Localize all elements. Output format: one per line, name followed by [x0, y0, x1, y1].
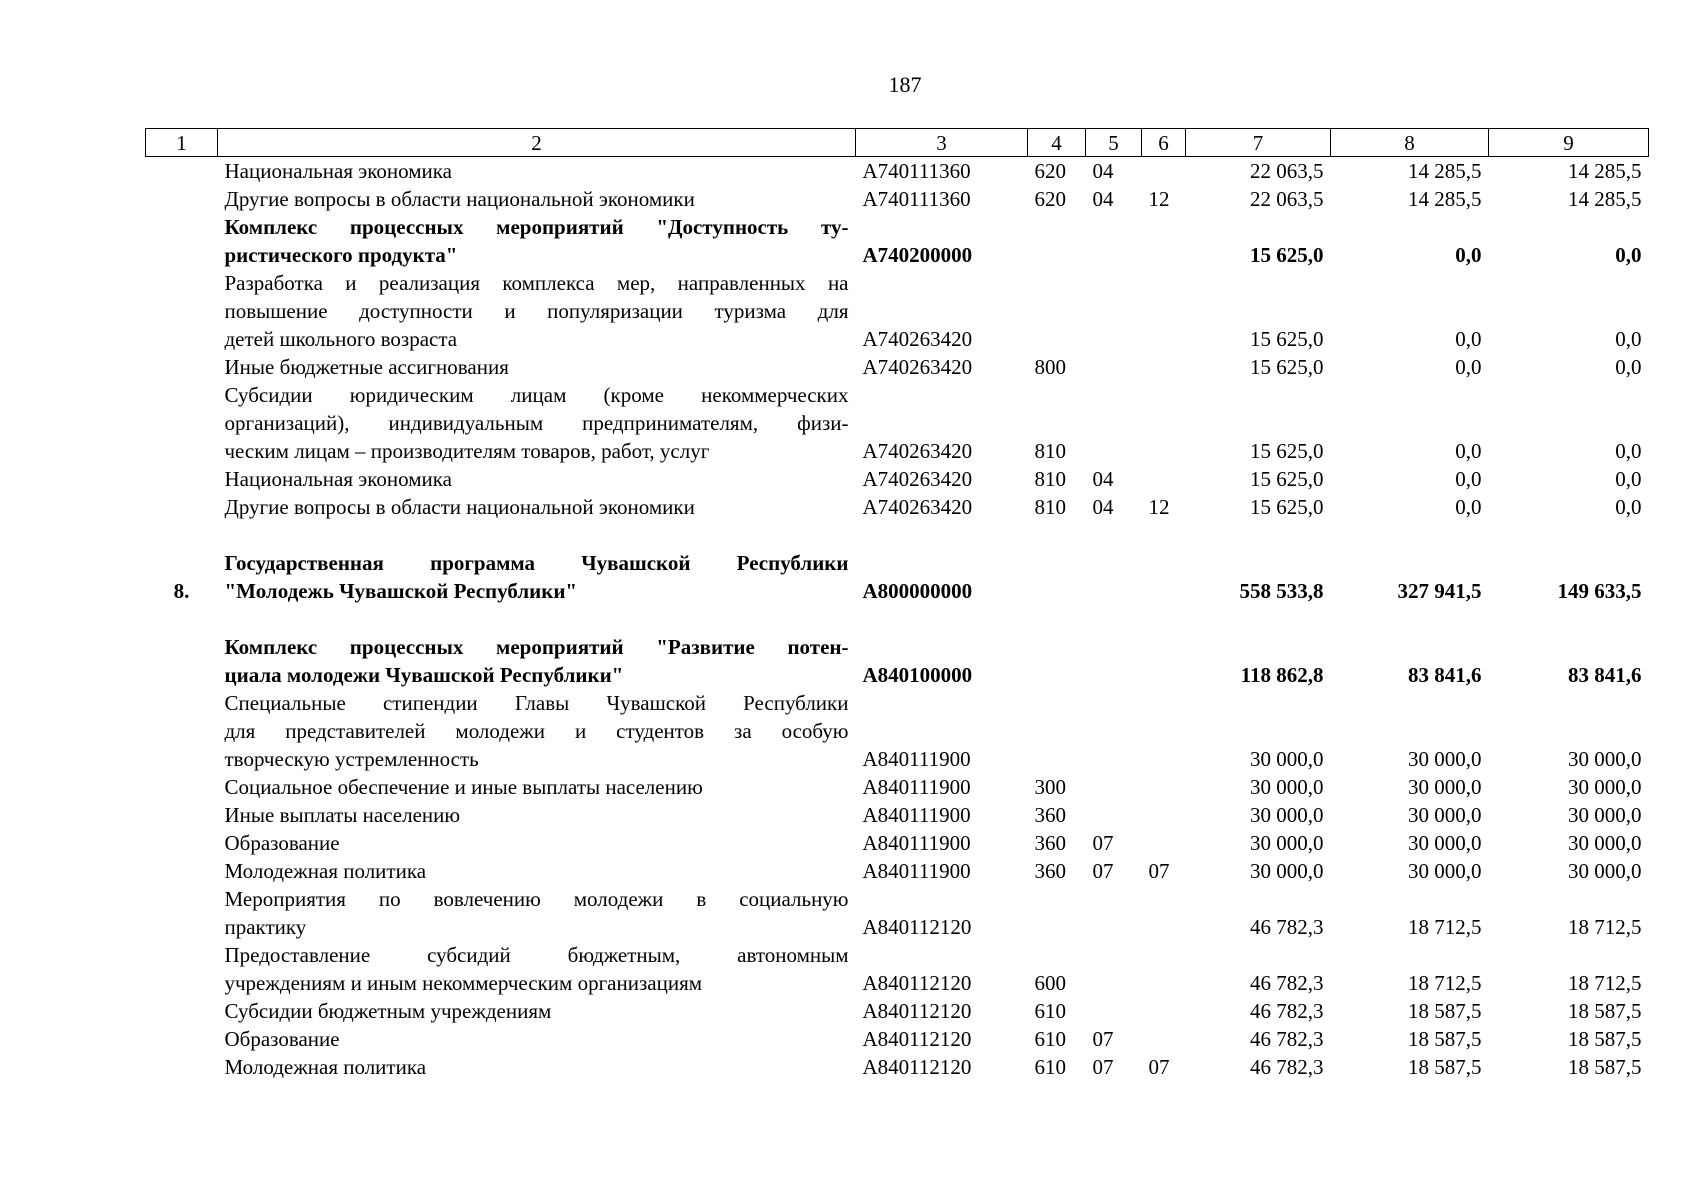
column-header: 4 — [1028, 129, 1086, 157]
amount-year-3: 18 587,5 — [1568, 999, 1642, 1023]
row-number — [146, 1025, 218, 1053]
description-line: Национальная экономика — [224, 467, 452, 491]
classification-code: А740263420 — [862, 327, 973, 351]
subsection-code: 12 — [1148, 187, 1170, 211]
expense-type-code: 360 — [1034, 831, 1066, 855]
description-line: для представителей молодежи и студентов за особую — [224, 719, 849, 743]
amount-year-1: 30 000,0 — [1250, 831, 1324, 855]
expense-type-code: 610 — [1034, 1055, 1066, 1079]
amount-year-3: 0,0 — [1615, 243, 1642, 267]
expense-type-code — [1028, 213, 1086, 269]
row-number — [146, 633, 218, 689]
amount-year-3: 0,0 — [1615, 327, 1642, 351]
row-number — [146, 997, 218, 1025]
row-description — [218, 465, 856, 493]
amount-year-1: 46 782,3 — [1250, 999, 1324, 1023]
row-number — [146, 689, 218, 773]
section-code — [1086, 997, 1142, 1025]
description-line: учреждениям и иным некоммерческим организациям — [224, 971, 703, 995]
amount-year-1: 558 533,8 — [1239, 579, 1324, 603]
amount-year-3: 83 841,6 — [1568, 663, 1642, 687]
description-line: Иные бюджетные ассигнования — [224, 355, 509, 379]
amount-year-2: 83 841,6 — [1408, 663, 1482, 687]
classification-code: А840111900 — [862, 775, 971, 799]
description-line: Иные выплаты населению — [224, 803, 461, 827]
amount-year-2: 30 000,0 — [1408, 803, 1482, 827]
classification-code: А840112120 — [862, 915, 972, 939]
subsection-code — [1142, 801, 1186, 829]
classification-code: А740263420 — [862, 495, 973, 519]
expense-type-code: 360 — [1034, 803, 1066, 827]
section-code — [1086, 633, 1142, 689]
amount-year-2: 18 712,5 — [1408, 915, 1482, 939]
row-description — [218, 213, 856, 269]
description-line: Государственная программа Чувашской Республики — [224, 551, 849, 575]
amount-year-3: 149 633,5 — [1557, 579, 1642, 603]
description-line: Субсидии бюджетным учреждениям — [224, 999, 552, 1023]
amount-year-2: 18 712,5 — [1408, 971, 1482, 995]
row-number: 8. — [173, 579, 190, 603]
subsection-code — [1142, 997, 1186, 1025]
row-description — [218, 493, 856, 521]
subsection-code — [1142, 465, 1186, 493]
section-code: 07 — [1092, 859, 1114, 883]
amount-year-3: 30 000,0 — [1568, 859, 1642, 883]
row-number — [146, 773, 218, 801]
expense-type-code: 610 — [1034, 999, 1066, 1023]
classification-code: А840112120 — [862, 971, 972, 995]
section-code — [1086, 689, 1142, 773]
row-description — [218, 941, 856, 997]
row-description — [218, 997, 856, 1025]
section-code — [1086, 353, 1142, 381]
description-line: творческую устремленность — [224, 747, 479, 771]
row-description — [218, 185, 856, 213]
amount-year-2: 30 000,0 — [1408, 831, 1482, 855]
description-line: Предоставление субсидий бюджетным, автономным — [224, 943, 849, 967]
spacer-cell — [146, 521, 1649, 549]
table-row — [146, 353, 1649, 381]
expense-type-code: 810 — [1034, 495, 1066, 519]
classification-code: А840100000 — [862, 663, 973, 687]
amount-year-3: 0,0 — [1615, 495, 1642, 519]
subsection-code: 12 — [1148, 495, 1170, 519]
classification-code: А840112120 — [862, 1027, 972, 1051]
column-header: 8 — [1331, 129, 1489, 157]
row-description — [218, 801, 856, 829]
subsection-code — [1142, 353, 1186, 381]
amount-year-2: 14 285,5 — [1408, 159, 1482, 183]
section-code: 07 — [1092, 1027, 1114, 1051]
amount-year-2: 30 000,0 — [1408, 775, 1482, 799]
row-number — [146, 493, 218, 521]
expense-type-code: 620 — [1034, 187, 1066, 211]
table-row — [146, 1053, 1649, 1081]
amount-year-2: 18 587,5 — [1408, 1055, 1482, 1079]
section-code: 07 — [1092, 831, 1114, 855]
amount-year-2: 14 285,5 — [1408, 187, 1482, 211]
row-number — [146, 857, 218, 885]
table-row — [146, 689, 1649, 773]
row-description — [218, 1025, 856, 1053]
spacer-row — [146, 521, 1649, 549]
classification-code: А740111360 — [862, 187, 971, 211]
spacer-cell — [146, 605, 1649, 633]
amount-year-1: 46 782,3 — [1250, 1055, 1324, 1079]
column-header: 2 — [218, 129, 856, 157]
column-header: 3 — [856, 129, 1028, 157]
amount-year-1: 46 782,3 — [1250, 971, 1324, 995]
table-row — [146, 269, 1649, 353]
row-number — [146, 269, 218, 353]
description-line: Образование — [224, 1027, 340, 1051]
description-line: Субсидии юридическим лицам (кроме некоммерческих — [224, 383, 849, 407]
page-number: 187 — [888, 72, 922, 97]
column-header: 7 — [1186, 129, 1331, 157]
row-description — [218, 689, 856, 773]
amount-year-2: 18 587,5 — [1408, 1027, 1482, 1051]
row-description — [218, 269, 856, 353]
amount-year-2: 0,0 — [1455, 355, 1482, 379]
expense-type-code: 620 — [1034, 159, 1066, 183]
table-row — [146, 885, 1649, 941]
amount-year-2: 30 000,0 — [1408, 859, 1482, 883]
table-row — [146, 157, 1649, 186]
section-code: 04 — [1092, 187, 1114, 211]
classification-code: А740263420 — [862, 467, 973, 491]
row-number — [146, 353, 218, 381]
subsection-code — [1142, 157, 1186, 186]
description-line: повышение доступности и популяризации туризма для — [224, 299, 849, 323]
row-description — [218, 157, 856, 186]
table-row — [146, 493, 1649, 521]
column-header: 1 — [146, 129, 218, 157]
classification-code: А740263420 — [862, 439, 973, 463]
description-line: организаций), индивидуальным предпринимателям, физи- — [224, 411, 849, 435]
classification-code: А840111900 — [862, 831, 971, 855]
expense-type-code — [1028, 549, 1086, 605]
table-row — [146, 185, 1649, 213]
subsection-code — [1142, 885, 1186, 941]
row-number — [146, 465, 218, 493]
row-description — [218, 549, 856, 605]
classification-code: А800000000 — [862, 579, 973, 603]
column-header: 9 — [1489, 129, 1649, 157]
amount-year-1: 15 625,0 — [1250, 495, 1324, 519]
section-code — [1086, 801, 1142, 829]
column-header: 5 — [1086, 129, 1142, 157]
subsection-code — [1142, 549, 1186, 605]
amount-year-3: 0,0 — [1615, 355, 1642, 379]
section-code — [1086, 381, 1142, 465]
section-code: 04 — [1092, 159, 1114, 183]
section-code — [1086, 269, 1142, 353]
table-row — [146, 941, 1649, 997]
expense-type-code — [1028, 633, 1086, 689]
classification-code: А840111900 — [862, 859, 971, 883]
row-number — [146, 1053, 218, 1081]
row-number — [146, 829, 218, 857]
amount-year-3: 30 000,0 — [1568, 747, 1642, 771]
section-code: 07 — [1092, 1055, 1114, 1079]
amount-year-3: 30 000,0 — [1568, 803, 1642, 827]
amount-year-2: 0,0 — [1455, 439, 1482, 463]
subsection-code — [1142, 213, 1186, 269]
row-number — [146, 941, 218, 997]
row-description — [218, 885, 856, 941]
description-line: Комплекс процессных мероприятий "Развитие потен- — [224, 635, 849, 659]
spacer-row — [146, 605, 1649, 633]
section-code: 04 — [1092, 495, 1114, 519]
classification-code: А840111900 — [862, 803, 971, 827]
classification-code: А740111360 — [862, 159, 971, 183]
expense-type-code — [1028, 885, 1086, 941]
table-row — [146, 1025, 1649, 1053]
amount-year-3: 0,0 — [1615, 439, 1642, 463]
row-number — [146, 157, 218, 186]
table-row — [146, 773, 1649, 801]
expense-type-code: 360 — [1034, 859, 1066, 883]
amount-year-1: 15 625,0 — [1250, 355, 1324, 379]
amount-year-3: 14 285,5 — [1568, 159, 1642, 183]
expense-type-code: 610 — [1034, 1027, 1066, 1051]
row-number — [146, 801, 218, 829]
description-line: циала молодежи Чувашской Республики" — [224, 663, 624, 687]
expense-type-code: 810 — [1034, 467, 1066, 491]
description-line: Специальные стипендии Главы Чувашской Республики — [224, 691, 849, 715]
amount-year-1: 22 063,5 — [1250, 187, 1324, 211]
row-number — [146, 381, 218, 465]
row-description — [218, 773, 856, 801]
amount-year-3: 18 587,5 — [1568, 1055, 1642, 1079]
description-line: практику — [224, 915, 307, 939]
amount-year-2: 0,0 — [1455, 327, 1482, 351]
column-header: 6 — [1142, 129, 1186, 157]
expense-type-code: 810 — [1034, 439, 1066, 463]
table-row — [146, 549, 1649, 605]
description-line: Социальное обеспечение и иные выплаты населению — [224, 775, 703, 799]
section-code — [1086, 549, 1142, 605]
description-line: Комплекс процессных мероприятий "Доступность ту- — [224, 215, 849, 239]
subsection-code — [1142, 381, 1186, 465]
description-line: детей школьного возраста — [224, 327, 458, 351]
row-description — [218, 857, 856, 885]
section-code — [1086, 213, 1142, 269]
amount-year-3: 30 000,0 — [1568, 775, 1642, 799]
section-code: 04 — [1092, 467, 1114, 491]
subsection-code — [1142, 269, 1186, 353]
expense-type-code: 300 — [1034, 775, 1066, 799]
amount-year-2: 0,0 — [1455, 243, 1482, 267]
table-row — [146, 381, 1649, 465]
row-description — [218, 381, 856, 465]
amount-year-1: 22 063,5 — [1250, 159, 1324, 183]
description-line: Молодежная политика — [224, 859, 427, 883]
subsection-code — [1142, 1025, 1186, 1053]
row-description — [218, 633, 856, 689]
subsection-code — [1142, 689, 1186, 773]
amount-year-3: 0,0 — [1615, 467, 1642, 491]
classification-code: А840111900 — [862, 747, 971, 771]
amount-year-2: 0,0 — [1455, 495, 1482, 519]
amount-year-3: 30 000,0 — [1568, 831, 1642, 855]
expense-type-code: 600 — [1034, 971, 1066, 995]
section-code — [1086, 885, 1142, 941]
classification-code: А840112120 — [862, 1055, 972, 1079]
table-row — [146, 633, 1649, 689]
amount-year-3: 18 712,5 — [1568, 971, 1642, 995]
description-line: Другие вопросы в области национальной экономики — [224, 187, 695, 211]
amount-year-1: 15 625,0 — [1250, 439, 1324, 463]
row-number — [146, 213, 218, 269]
description-line: Другие вопросы в области национальной экономики — [224, 495, 695, 519]
description-line: Образование — [224, 831, 340, 855]
column-number-header-row — [146, 129, 1649, 157]
description-line: ристического продукта" — [224, 243, 458, 267]
amount-year-1: 30 000,0 — [1250, 859, 1324, 883]
table-row — [146, 997, 1649, 1025]
subsection-code — [1142, 633, 1186, 689]
classification-code: А840112120 — [862, 999, 972, 1023]
amount-year-2: 327 941,5 — [1397, 579, 1482, 603]
subsection-code: 07 — [1148, 1055, 1170, 1079]
amount-year-2: 0,0 — [1455, 467, 1482, 491]
classification-code: А740263420 — [862, 355, 973, 379]
amount-year-3: 18 587,5 — [1568, 1027, 1642, 1051]
amount-year-1: 15 625,0 — [1250, 243, 1324, 267]
table-row — [146, 857, 1649, 885]
subsection-code — [1142, 941, 1186, 997]
table-row — [146, 829, 1649, 857]
amount-year-3: 18 712,5 — [1568, 915, 1642, 939]
table-row — [146, 801, 1649, 829]
row-description — [218, 829, 856, 857]
row-number — [146, 885, 218, 941]
amount-year-1: 46 782,3 — [1250, 1027, 1324, 1051]
amount-year-1: 30 000,0 — [1250, 747, 1324, 771]
description-line: Молодежная политика — [224, 1055, 427, 1079]
description-line: Национальная экономика — [224, 159, 452, 183]
amount-year-1: 46 782,3 — [1250, 915, 1324, 939]
amount-year-3: 14 285,5 — [1568, 187, 1642, 211]
subsection-code — [1142, 829, 1186, 857]
amount-year-1: 30 000,0 — [1250, 803, 1324, 827]
amount-year-1: 30 000,0 — [1250, 775, 1324, 799]
amount-year-2: 30 000,0 — [1408, 747, 1482, 771]
table-row — [146, 465, 1649, 493]
section-code — [1086, 941, 1142, 997]
row-description — [218, 353, 856, 381]
amount-year-1: 15 625,0 — [1250, 327, 1324, 351]
subsection-code: 07 — [1148, 859, 1170, 883]
description-line: Разработка и реализация комплекса мер, направленных на — [224, 271, 849, 295]
classification-code: А740200000 — [862, 243, 973, 267]
amount-year-2: 18 587,5 — [1408, 999, 1482, 1023]
expense-type-code: 800 — [1034, 355, 1066, 379]
amount-year-1: 118 862,8 — [1240, 663, 1324, 687]
row-number — [146, 185, 218, 213]
description-line: ческим лицам – производителям товаров, работ, услуг — [224, 439, 710, 463]
description-line: Мероприятия по вовлечению молодежи в социальную — [224, 887, 849, 911]
subsection-code — [1142, 773, 1186, 801]
expense-type-code — [1028, 689, 1086, 773]
budget-table — [145, 128, 1649, 1081]
amount-year-1: 15 625,0 — [1250, 467, 1324, 491]
row-description — [218, 1053, 856, 1081]
expense-type-code — [1028, 269, 1086, 353]
section-code — [1086, 773, 1142, 801]
table-row — [146, 213, 1649, 269]
description-line: "Молодежь Чувашской Республики" — [224, 579, 578, 603]
